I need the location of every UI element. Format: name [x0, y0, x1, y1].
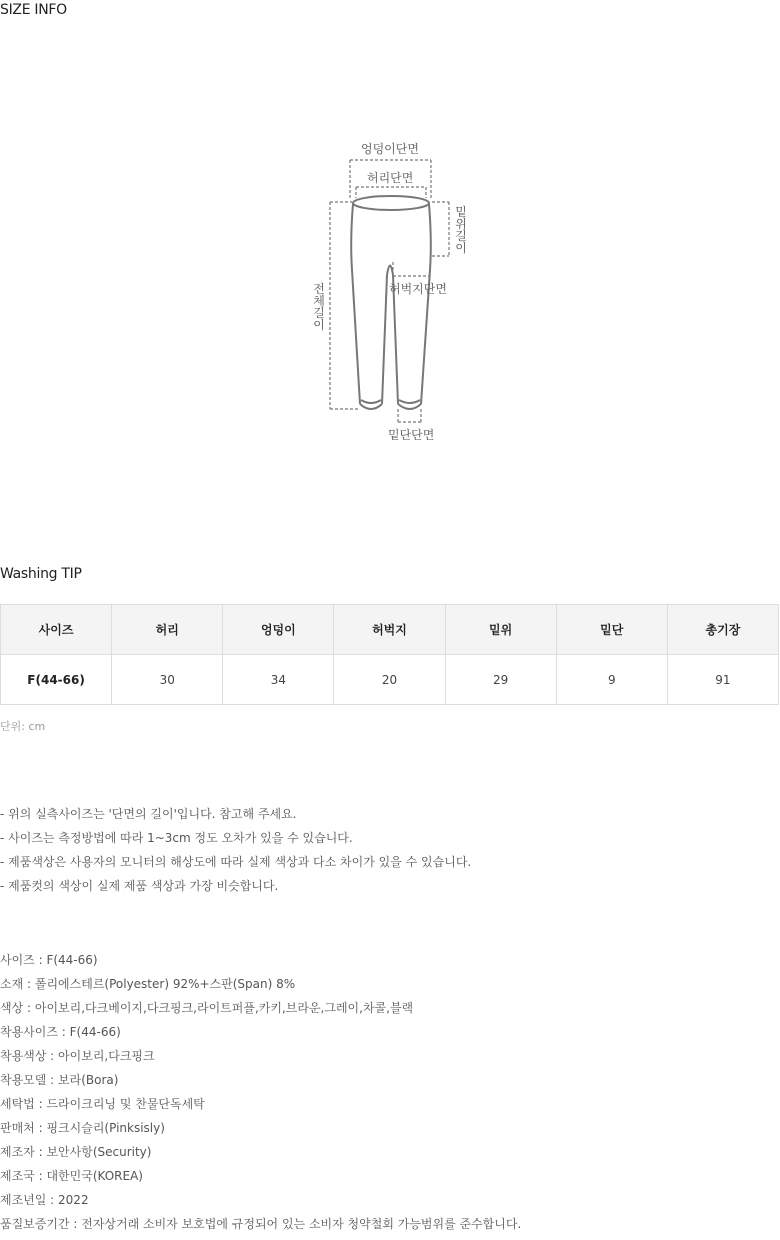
spec-item: 착용사이즈 : F(44-66): [0, 1025, 121, 1039]
product-specs: [0, 952, 521, 1240]
spec-item: 제조국 : 대한민국(KOREA): [0, 1169, 143, 1183]
total-length-label: 전체길이: [313, 282, 325, 332]
hem-label: 밑단단면: [388, 428, 435, 442]
header-total-length: 총기장: [667, 605, 778, 655]
header-rise: 밑위: [445, 605, 556, 655]
note-item: - 사이즈는 측정방법에 따라 1~3cm 정도 오차가 있을 수 있습니다.: [0, 831, 353, 845]
spec-item: 색상 : 아이보리,다크베이지,다크핑크,라이트퍼플,카키,브라운,그레이,차콜,블랙: [0, 1001, 414, 1015]
spec-item: 사이즈 : F(44-66): [0, 953, 98, 967]
header-hip: 엉덩이: [223, 605, 334, 655]
unit-note: 단위: cm: [0, 720, 46, 733]
header-thigh: 허벅지: [334, 605, 445, 655]
size-info-title: SIZE INFO: [0, 2, 67, 18]
thigh-label: 허벅지단면: [389, 282, 447, 296]
cell-thigh: 20: [334, 655, 445, 705]
cell-hem: 9: [556, 655, 667, 705]
spec-item: 착용색상 : 아이보리,다크핑크: [0, 1049, 155, 1063]
waist-label: 허리단면: [367, 171, 414, 185]
spec-item: 판매처 : 핑크시슬리(Pinksisly): [0, 1121, 165, 1135]
note-item: - 제품색상은 사용자의 모니터의 해상도에 따라 실제 색상과 다소 차이가 있을 수 있습니다.: [0, 855, 472, 869]
note-item: - 위의 실측사이즈는 '단면의 길이'입니다. 참고해 주세요.: [0, 807, 297, 821]
rise-label: 밑위길이: [455, 205, 467, 255]
header-waist: 허리: [112, 605, 223, 655]
hip-label: 엉덩이단면: [361, 142, 419, 156]
spec-item: 제조자 : 보안사항(Security): [0, 1145, 152, 1159]
table-row: [1, 655, 779, 705]
table-header-row: [1, 605, 779, 655]
cell-total-length: 91: [667, 655, 778, 705]
washing-tip-title: Washing TIP: [0, 566, 82, 582]
cell-rise: 29: [445, 655, 556, 705]
cell-hip: 34: [223, 655, 334, 705]
size-diagram: [0, 0, 780, 560]
header-size: 사이즈: [1, 605, 112, 655]
spec-item: 세탁법 : 드라이크리닝 및 찬물단독세탁: [0, 1097, 205, 1111]
note-item: - 제품컷의 색상이 실제 제품 색상과 가장 비슷합니다.: [0, 879, 279, 893]
cell-size: F(44-66): [1, 655, 112, 705]
cell-waist: 30: [112, 655, 223, 705]
spec-item: 제조년일 : 2022: [0, 1193, 89, 1207]
spec-item: 품질보증기간 : 전자상거래 소비자 보호법에 규정되어 있는 소비자 청약철회 가능범위를 준수합니다.: [0, 1217, 522, 1231]
leggings-illustration: [0, 0, 780, 560]
header-hem: 밑단: [556, 605, 667, 655]
size-table: [0, 604, 779, 705]
spec-item: 착용모델 : 보라(Bora): [0, 1073, 119, 1087]
spec-item: 소재 : 폴리에스테르(Polyester) 92%+스판(Span) 8%: [0, 977, 296, 991]
measurement-notes: [0, 806, 471, 902]
